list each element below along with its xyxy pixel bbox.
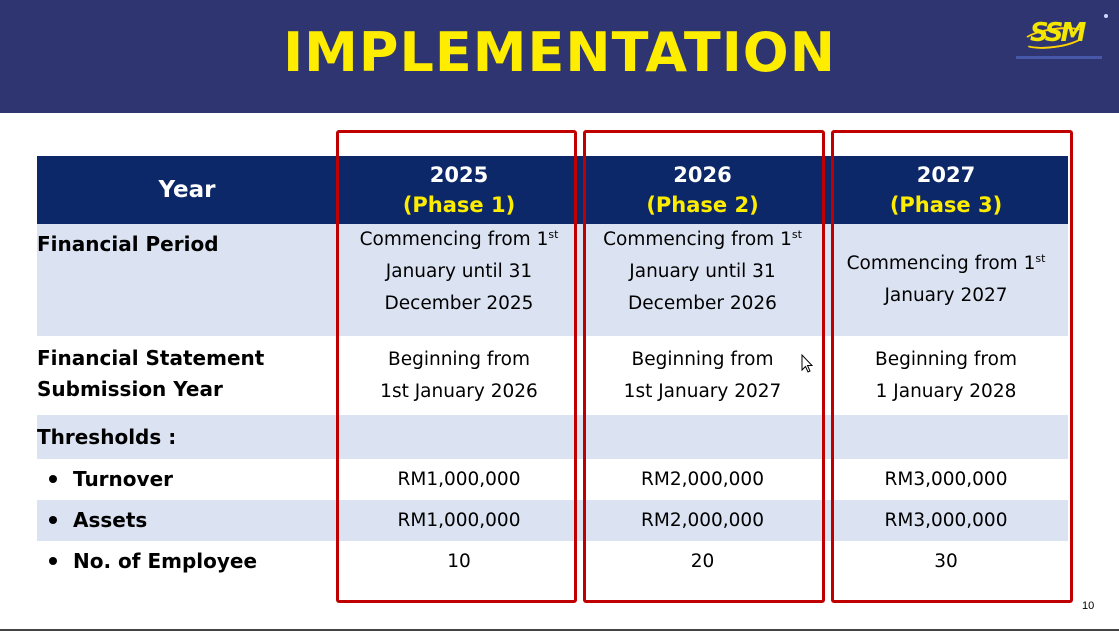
bullet-icon [49, 475, 57, 483]
year-header: Year [37, 156, 337, 224]
row-label [37, 541, 337, 582]
empty-cell [824, 415, 1068, 459]
cell-text: Commencing from 1 [603, 229, 792, 250]
phase-year: 2027 [916, 163, 976, 187]
period-cell [337, 224, 581, 336]
period-cell [581, 224, 824, 336]
superscript: st [791, 227, 802, 241]
superscript: st [548, 227, 559, 241]
phase-2-header [581, 156, 824, 224]
phase-3-header [824, 156, 1068, 224]
financial-period-row [37, 224, 1068, 336]
label-line: Financial Statement [37, 346, 265, 370]
value-cell: 30 [824, 541, 1068, 582]
row-label: Financial Period [37, 224, 337, 336]
empty-cell [581, 415, 824, 459]
cell-text: Commencing from 1 [359, 229, 549, 250]
cell-text: Beginning from [875, 348, 1017, 370]
phase-label: (Phase 1) [402, 193, 516, 217]
cell-text: December 2026 [628, 293, 777, 314]
slide-title: IMPLEMENTATION [283, 21, 836, 84]
label-text: Assets [73, 508, 148, 532]
cell-text: December 2025 [384, 293, 534, 314]
cell-text: Beginning from [631, 348, 774, 370]
superscript: st [1035, 251, 1046, 265]
employees-row [37, 541, 1068, 582]
row-label [37, 500, 337, 541]
value-cell: RM2,000,000 [581, 500, 824, 541]
phase-label: (Phase 3) [889, 193, 1003, 217]
cell-text: January until 31 [385, 261, 533, 282]
submission-cell [581, 336, 824, 415]
cell-text: January until 31 [629, 261, 776, 282]
logo-dot [1104, 14, 1108, 18]
cell-text: January 2027 [884, 285, 1008, 306]
phase-year: 2026 [673, 163, 732, 187]
phase-year: 2025 [429, 163, 489, 187]
thresholds-row [37, 415, 1068, 459]
label-line: Submission Year [37, 377, 223, 401]
value-cell: RM3,000,000 [824, 459, 1068, 500]
row-label: Thresholds : [37, 415, 337, 459]
ssm-logo [1010, 14, 1108, 66]
cell-text: 1st January 2027 [623, 380, 782, 402]
phase-1-header [337, 156, 581, 224]
bullet-icon [49, 516, 57, 524]
empty-cell [337, 415, 581, 459]
header-row [37, 156, 1068, 224]
submission-cell [337, 336, 581, 415]
implementation-table [37, 156, 1068, 582]
bullet-icon [49, 557, 57, 565]
value-cell: RM1,000,000 [337, 459, 581, 500]
cell-text: Commencing from 1 [846, 253, 1036, 274]
value-cell: 20 [581, 541, 824, 582]
value-cell: RM2,000,000 [581, 459, 824, 500]
submission-cell [824, 336, 1068, 415]
mouse-pointer-icon [801, 354, 815, 374]
turnover-row [37, 459, 1068, 500]
value-cell: RM3,000,000 [824, 500, 1068, 541]
row-label [37, 336, 337, 415]
assets-row [37, 500, 1068, 541]
logo-underline [1016, 56, 1102, 59]
label-text: No. of Employee [73, 549, 258, 573]
row-label [37, 459, 337, 500]
cell-text: 1 January 2028 [875, 380, 1017, 402]
phase-label: (Phase 2) [646, 193, 759, 217]
cell-text: 1st January 2026 [380, 380, 538, 402]
submission-year-row [37, 336, 1068, 415]
label-text: Turnover [73, 467, 173, 491]
value-cell: RM1,000,000 [337, 500, 581, 541]
cell-text: Beginning from [388, 348, 530, 370]
logo-text: SSM [1030, 18, 1084, 48]
page-number: 10 [1082, 600, 1095, 612]
period-cell [824, 224, 1068, 336]
value-cell: 10 [337, 541, 581, 582]
